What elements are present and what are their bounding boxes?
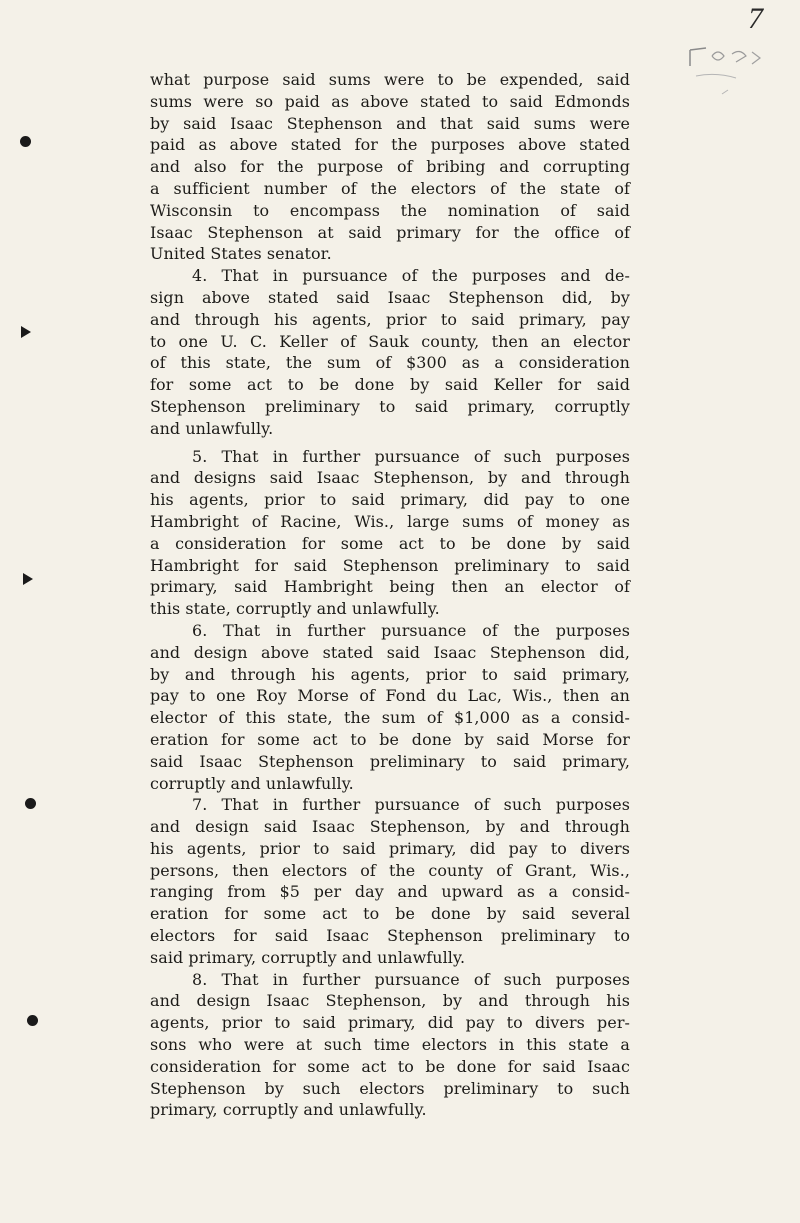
text-line: and design Isaac Stephenson, by and through his — [150, 991, 630, 1011]
text-line: sign above stated said Isaac Stephenson did, by — [150, 287, 630, 307]
text-line: said Isaac Stephenson preliminary to said primary, — [150, 751, 630, 771]
text-line: Isaac Stephenson at said primary for the office of — [150, 222, 630, 242]
text-line: by and through his agents, prior to said primary, — [150, 664, 630, 684]
text-line: sons who were at such time electors in this state a — [150, 1035, 630, 1055]
text-line: Wisconsin to encompass the nomination of said — [150, 200, 630, 220]
text-line: and design above stated said Isaac Stephenson did, — [150, 642, 630, 662]
text-line: primary, corruptly and unlawfully. — [150, 1100, 427, 1120]
text-line: Hambright for said Stephenson preliminary to said — [150, 555, 630, 575]
text-line: sums were so paid as above stated to said Edmonds — [150, 91, 630, 111]
corner-scribble — [682, 36, 772, 106]
text-line: Stephenson preliminary to said primary, corruptly — [150, 396, 630, 416]
text-line: his agents, prior to said primary, did pay to divers — [150, 838, 630, 858]
text-line: his agents, prior to said primary, did pay to one — [150, 490, 630, 510]
paragraph-7-start: 7. That in further pursuance of such purposes — [192, 795, 630, 815]
text-line: primary, said Hambright being then an elector of — [150, 577, 630, 597]
punch-hole-4 — [25, 798, 36, 809]
document-body — [150, 69, 630, 1121]
text-line: electors for said Isaac Stephenson preliminary to — [150, 926, 630, 946]
text-line: and designs said Isaac Stephenson, by and through — [150, 468, 630, 488]
text-line: paid as above stated for the purposes above stated — [150, 135, 630, 155]
text-line: elector of this state, the sum of $1,000 as a consid- — [150, 708, 630, 728]
paragraph-6-start: 6. That in further pursuance of the purposes — [192, 620, 630, 640]
paragraph-8-start: 8. That in further pursuance of such purposes — [192, 969, 630, 989]
text-line: this state, corruptly and unlawfully. — [150, 599, 440, 619]
punch-hole-2 — [21, 326, 31, 338]
text-line: and also for the purpose of bribing and corrupting — [150, 157, 630, 177]
text-line: and through his agents, prior to said primary, pay — [150, 309, 630, 329]
text-line: Hambright of Racine, Wis., large sums of money as — [150, 511, 630, 531]
text-line: United States senator. — [150, 244, 332, 264]
text-line: what purpose said sums were to be expended, said — [150, 70, 630, 89]
text-line: and design said Isaac Stephenson, by and through — [150, 817, 630, 837]
text-line: corruptly and unlawfully. — [150, 773, 354, 793]
paragraph-4-start: 4. That in pursuance of the purposes and de- — [192, 266, 630, 286]
text-line: agents, prior to said primary, did pay to divers per- — [150, 1013, 630, 1033]
text-line: consideration for some act to be done for said Isaac — [150, 1056, 630, 1076]
text-line: eration for some act to be done by said several — [150, 904, 630, 924]
text-line: eration for some act to be done by said Morse for — [150, 729, 630, 749]
paragraph-5-start: 5. That in further pursuance of such purposes — [192, 446, 630, 466]
text-line: said primary, corruptly and unlawfully. — [150, 947, 466, 967]
text-line: a consideration for some act to be done by said — [150, 533, 630, 553]
text-line: by said Isaac Stephenson and that said sums were — [150, 113, 630, 133]
punch-hole-1 — [20, 136, 31, 147]
text-line: and unlawfully. — [150, 418, 274, 438]
text-line: ranging from $5 per day and upward as a consid- — [150, 882, 630, 902]
text-line: persons, then electors of the county of Grant, Wis., — [150, 860, 630, 880]
punch-hole-3 — [23, 573, 33, 585]
text-line: for some act to be done by said Keller for said — [150, 375, 630, 395]
text-line: of this state, the sum of $300 as a consideration — [150, 353, 630, 373]
text-line: pay to one Roy Morse of Fond du Lac, Wis., then an — [150, 686, 630, 706]
text-line: Stephenson by such electors preliminary to such — [150, 1078, 630, 1098]
text-line: a sufficient number of the electors of the state of — [150, 178, 630, 198]
text-line: to one U. C. Keller of Sauk county, then an elector — [150, 331, 630, 351]
punch-hole-5 — [27, 1015, 38, 1026]
page-number: 7 — [748, 2, 763, 35]
